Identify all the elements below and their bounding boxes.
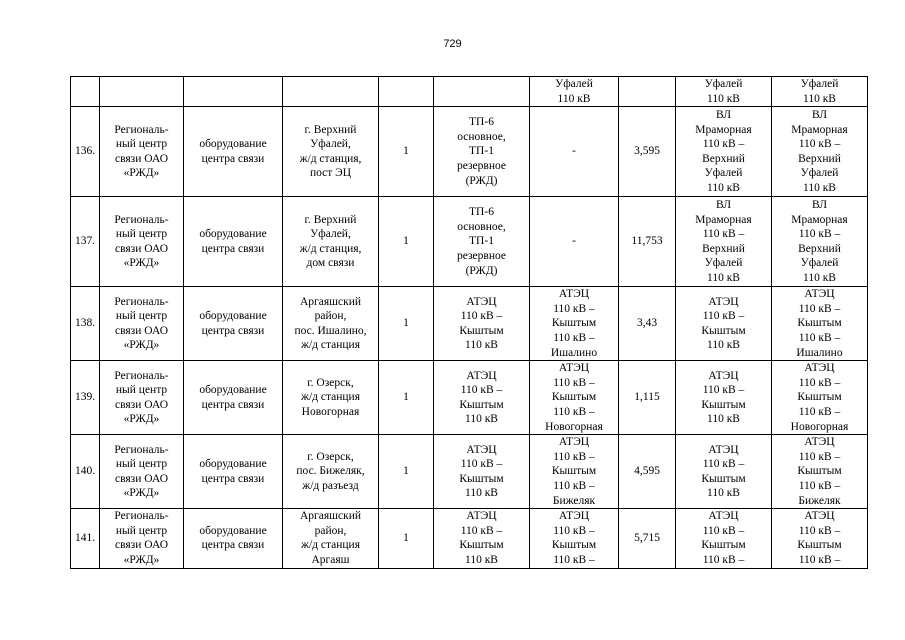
cell-line: связи ОАО xyxy=(114,324,168,337)
cell-line: Кыштым xyxy=(551,539,597,552)
cell-line: ный центр xyxy=(115,138,168,151)
cell-line: Верхний xyxy=(798,152,841,165)
cell-line: 110 кВ xyxy=(803,181,836,194)
cell-line2 xyxy=(772,107,868,197)
cell-line: 110 кВ – xyxy=(798,376,841,389)
cell-line: ТП-1 xyxy=(469,145,494,158)
cell-organization xyxy=(100,361,184,435)
cell-line: 110 кВ – xyxy=(553,553,595,566)
cell-line: оборудование xyxy=(199,458,267,471)
cell-empty xyxy=(619,77,676,107)
cell-line: Мраморная xyxy=(695,213,752,226)
cell-line1 xyxy=(676,197,772,287)
cell-line: центра связи xyxy=(201,324,265,337)
cell-main-source xyxy=(434,435,530,509)
table-row xyxy=(71,435,868,509)
cell-line: Кыштым xyxy=(551,465,597,478)
cell-line: Мраморная xyxy=(791,123,848,136)
cell-line: Уфалей xyxy=(704,257,743,270)
cell-reserve-source xyxy=(530,435,619,509)
cell-line: ТП-6 xyxy=(469,206,494,219)
cell-line: Новогорная xyxy=(301,405,360,418)
cell-line: 110 кВ – xyxy=(798,138,841,151)
cell-line: Бижеляк xyxy=(798,494,841,507)
cell-line: ный центр xyxy=(115,524,168,537)
cell-power: 3,43 xyxy=(619,287,676,361)
cell-line: ж/д станция xyxy=(301,339,360,352)
cell-line: г. Озерск, xyxy=(307,376,354,389)
cell-line: 110 кВ – xyxy=(702,553,745,566)
cell-location xyxy=(283,509,379,568)
cell-line: 110 кВ – xyxy=(702,384,745,397)
cell-line: оборудование xyxy=(199,524,267,537)
cell-line2 xyxy=(772,197,868,287)
cell-line: Кыштым xyxy=(551,317,597,330)
cell-line: Уфалей, xyxy=(310,228,351,241)
cell-power: 3,595 xyxy=(619,107,676,197)
cell-line: связи ОАО xyxy=(114,539,168,552)
cell-reserve xyxy=(530,77,619,107)
cell-line: Региональ- xyxy=(114,295,169,308)
cell-line: ж/д разъезд xyxy=(302,479,359,492)
table-row xyxy=(71,509,868,568)
cell-line1 xyxy=(676,107,772,197)
cell-line: 110 кВ – xyxy=(460,524,503,537)
cell-line: пос. Ишалино, xyxy=(294,324,367,337)
cell-line2 xyxy=(772,509,868,568)
table-row-continuation xyxy=(71,77,868,107)
cell-line: 110 кВ – xyxy=(702,228,745,241)
cell-line2 xyxy=(772,435,868,509)
cell-line: г. Верхний xyxy=(304,213,357,226)
cell-empty xyxy=(283,77,379,107)
cell-line: Аргаяшский xyxy=(299,510,362,523)
cell-line: - xyxy=(572,235,576,248)
cell-power: 5,715 xyxy=(619,509,676,568)
cell-line: 110 кВ – xyxy=(553,405,595,418)
cell-line: ж/д станция, xyxy=(299,152,362,165)
cell-power: 4,595 xyxy=(619,435,676,509)
cell-line: 110 кВ – xyxy=(553,331,595,344)
cell-line: Уфалей xyxy=(704,78,743,90)
cell-line: 110 кВ xyxy=(707,487,740,500)
cell-line: Кыштым xyxy=(701,539,746,552)
cell-line: связи ОАО xyxy=(114,472,168,485)
cell-line: центра связи xyxy=(201,242,265,255)
cell-line: 110 кВ – xyxy=(702,458,745,471)
cell-line: 110 кВ xyxy=(557,92,591,105)
cell-line: АТЭЦ xyxy=(466,295,497,308)
cell-line: АТЭЦ xyxy=(708,510,739,523)
cell-line: 110 кВ – xyxy=(553,302,595,315)
cell-organization xyxy=(100,509,184,568)
cell-line: АТЭЦ xyxy=(804,510,835,523)
cell-reserve-source xyxy=(530,509,619,568)
cell-line: пост ЭЦ xyxy=(309,167,352,180)
cell-line: Кыштым xyxy=(701,472,746,485)
cell-line: АТЭЦ xyxy=(558,362,590,375)
cell-line: Новогорная xyxy=(545,420,603,433)
cell-line: Бижеляк xyxy=(552,494,596,507)
cell-line: Региональ- xyxy=(114,443,169,456)
cell-line: оборудование xyxy=(199,138,267,151)
cell-line: ВЛ xyxy=(715,198,732,211)
cell-line: ный центр xyxy=(115,228,168,241)
cell-line: пос. Бижеляк, xyxy=(296,465,365,478)
cell-line: 110 кВ – xyxy=(798,228,841,241)
cell-main-source xyxy=(434,509,530,568)
cell-line2 xyxy=(772,77,868,107)
cell-line: Кыштым xyxy=(551,391,597,404)
cell-power: 1,115 xyxy=(619,361,676,435)
cell-number: 140. xyxy=(71,435,100,509)
cell-line: Уфалей xyxy=(800,167,839,180)
cell-line: 110 кВ – xyxy=(798,331,841,344)
cell-line: связи ОАО xyxy=(114,242,168,255)
cell-equipment xyxy=(184,435,283,509)
cell-line: г. Озерск, xyxy=(307,450,354,463)
cell-line: Верхний xyxy=(798,242,841,255)
cell-line: Региональ- xyxy=(114,213,169,226)
cell-line: ВЛ xyxy=(811,198,828,211)
cell-line: Кыштым xyxy=(797,539,842,552)
cell-line: 110 кВ xyxy=(707,181,740,194)
cell-line: 110 кВ xyxy=(465,553,498,566)
cell-empty xyxy=(379,77,434,107)
data-table xyxy=(70,76,868,569)
cell-line: Верхний xyxy=(702,242,745,255)
cell-line: основное, xyxy=(457,220,506,233)
cell-number: 136. xyxy=(71,107,100,197)
cell-line: Верхний xyxy=(702,152,745,165)
cell-line: 110 кВ xyxy=(803,271,836,284)
cell-category: 1 xyxy=(379,107,434,197)
cell-category: 1 xyxy=(379,197,434,287)
cell-line: дом связи xyxy=(306,257,355,270)
cell-empty xyxy=(100,77,184,107)
cell-line: Уфалей xyxy=(704,167,743,180)
page-number: 729 xyxy=(443,38,462,50)
cell-organization xyxy=(100,435,184,509)
cell-line: центра связи xyxy=(201,472,265,485)
cell-equipment xyxy=(184,509,283,568)
cell-line: АТЭЦ xyxy=(466,369,497,382)
cell-empty xyxy=(434,77,530,107)
cell-line: «РЖД» xyxy=(123,553,160,566)
cell-line: Региональ- xyxy=(114,510,169,523)
cell-line: ВЛ xyxy=(715,108,732,121)
cell-line: Кыштым xyxy=(797,391,842,404)
cell-line: 110 кВ xyxy=(707,271,740,284)
cell-line: АТЭЦ xyxy=(804,436,835,449)
cell-main-source xyxy=(434,107,530,197)
cell-line: Мраморная xyxy=(791,213,848,226)
cell-line: Мраморная xyxy=(695,123,752,136)
cell-line2 xyxy=(772,287,868,361)
cell-line: Уфалей, xyxy=(310,138,351,151)
cell-line: ж/д станция, xyxy=(299,242,362,255)
cell-reserve-source xyxy=(530,361,619,435)
cell-line: 110 кВ – xyxy=(798,405,841,418)
cell-line: основное, xyxy=(457,130,506,143)
cell-category: 1 xyxy=(379,435,434,509)
cell-line: 110 кВ xyxy=(707,92,740,105)
cell-reserve-source xyxy=(530,197,619,287)
cell-main-source xyxy=(434,361,530,435)
cell-number: 141. xyxy=(71,509,100,568)
cell-line: - xyxy=(572,145,576,158)
cell-line: 110 кВ – xyxy=(798,479,841,492)
cell-line: ж/д станция xyxy=(301,539,360,552)
cell-line: 110 кВ – xyxy=(553,479,595,492)
cell-organization xyxy=(100,197,184,287)
cell-line: район, xyxy=(314,524,347,537)
cell-location xyxy=(283,197,379,287)
cell-line: 110 кВ – xyxy=(460,458,503,471)
cell-location xyxy=(283,107,379,197)
cell-line: 110 кВ – xyxy=(702,310,745,323)
cell-line: 110 кВ – xyxy=(702,138,745,151)
cell-line: 110 кВ – xyxy=(460,384,503,397)
cell-line: ный центр xyxy=(115,458,168,471)
cell-line: Кыштым xyxy=(459,324,504,337)
cell-location xyxy=(283,361,379,435)
cell-line: 110 кВ xyxy=(707,413,740,426)
cell-line: АТЭЦ xyxy=(466,510,497,523)
cell-line: АТЭЦ xyxy=(708,369,739,382)
cell-line: Региональ- xyxy=(114,369,169,382)
cell-line: оборудование xyxy=(199,228,267,241)
table-row xyxy=(71,197,868,287)
cell-line: 110 кВ – xyxy=(553,376,595,389)
cell-location xyxy=(283,287,379,361)
cell-line: связи ОАО xyxy=(114,398,168,411)
cell-line: г. Верхний xyxy=(304,123,357,136)
cell-line: ВЛ xyxy=(811,108,828,121)
cell-line: «РЖД» xyxy=(123,413,160,426)
cell-organization xyxy=(100,287,184,361)
cell-category: 1 xyxy=(379,509,434,568)
cell-line: АТЭЦ xyxy=(558,288,590,301)
cell-line: центра связи xyxy=(201,398,265,411)
cell-line: Аргаяшский xyxy=(299,295,362,308)
cell-line: резервное xyxy=(457,159,506,172)
cell-line: Кыштым xyxy=(459,398,504,411)
cell-line: 110 кВ xyxy=(465,413,498,426)
cell-line: 110 кВ xyxy=(803,92,836,105)
cell-line: «РЖД» xyxy=(123,487,160,500)
cell-line: Кыштым xyxy=(797,465,842,478)
cell-line1 xyxy=(676,361,772,435)
cell-equipment xyxy=(184,197,283,287)
cell-line1 xyxy=(676,435,772,509)
cell-line: АТЭЦ xyxy=(558,510,590,523)
cell-equipment xyxy=(184,287,283,361)
cell-line: ТП-6 xyxy=(469,116,494,129)
cell-line: ж/д станция xyxy=(301,391,360,404)
cell-line: 110 кВ – xyxy=(798,524,841,537)
cell-line: ТП-1 xyxy=(469,235,494,248)
cell-line: 110 кВ – xyxy=(798,450,841,463)
cell-line: центра связи xyxy=(201,539,265,552)
table-row xyxy=(71,287,868,361)
cell-line: (РЖД) xyxy=(465,264,498,277)
cell-line: Ишалино xyxy=(550,346,598,359)
cell-line: 110 кВ – xyxy=(553,450,595,463)
cell-line: Кыштым xyxy=(701,324,746,337)
cell-line: АТЭЦ xyxy=(804,362,835,375)
cell-line: (РЖД) xyxy=(465,174,498,187)
cell-line: Кыштым xyxy=(459,539,504,552)
cell-line: «РЖД» xyxy=(123,167,160,180)
cell-line: 110 кВ xyxy=(707,339,740,352)
cell-line1 xyxy=(676,77,772,107)
cell-line: Уфалей xyxy=(800,257,839,270)
cell-line: район, xyxy=(314,310,347,323)
cell-number: 139. xyxy=(71,361,100,435)
cell-line: «РЖД» xyxy=(123,257,160,270)
cell-line: резервное xyxy=(457,249,506,262)
cell-line: АТЭЦ xyxy=(804,288,835,301)
cell-category: 1 xyxy=(379,287,434,361)
cell-line: «РЖД» xyxy=(123,339,160,352)
table-row xyxy=(71,361,868,435)
cell-number: 137. xyxy=(71,197,100,287)
cell-main-source xyxy=(434,287,530,361)
cell-line: центра связи xyxy=(201,152,265,165)
cell-line: оборудование xyxy=(199,384,267,397)
cell-line: 110 кВ – xyxy=(798,302,841,315)
cell-line: Новогорная xyxy=(790,420,849,433)
cell-line: Аргаяш xyxy=(311,553,350,566)
cell-line: АТЭЦ xyxy=(708,443,739,456)
cell-organization xyxy=(100,107,184,197)
cell-line: Уфалей xyxy=(555,78,593,90)
cell-line: АТЭЦ xyxy=(708,295,739,308)
cell-line: Кыштым xyxy=(797,317,842,330)
cell-equipment xyxy=(184,361,283,435)
cell-line: Кыштым xyxy=(459,472,504,485)
cell-line: 110 кВ – xyxy=(460,310,503,323)
cell-number: 138. xyxy=(71,287,100,361)
cell-main-source xyxy=(434,197,530,287)
cell-line: ный центр xyxy=(115,310,168,323)
cell-line: Кыштым xyxy=(701,398,746,411)
cell-reserve-source xyxy=(530,107,619,197)
cell-line: АТЭЦ xyxy=(558,436,590,449)
cell-power: 11,753 xyxy=(619,197,676,287)
cell-line: АТЭЦ xyxy=(466,443,497,456)
cell-line: связи ОАО xyxy=(114,152,168,165)
cell-equipment xyxy=(184,107,283,197)
cell-line1 xyxy=(676,287,772,361)
cell-line: Ишалино xyxy=(796,346,843,359)
cell-category: 1 xyxy=(379,361,434,435)
cell-line: оборудование xyxy=(199,310,267,323)
cell-line1 xyxy=(676,509,772,568)
cell-line: Региональ- xyxy=(114,123,169,136)
cell-line: Уфалей xyxy=(800,78,839,90)
cell-reserve-source xyxy=(530,287,619,361)
table-row xyxy=(71,107,868,197)
cell-line: 110 кВ – xyxy=(553,524,595,537)
cell-line: 110 кВ – xyxy=(702,524,745,537)
cell-empty xyxy=(71,77,100,107)
cell-line: 110 кВ xyxy=(465,487,498,500)
cell-line: 110 кВ – xyxy=(798,553,841,566)
cell-line: 110 кВ xyxy=(465,339,498,352)
cell-location xyxy=(283,435,379,509)
cell-line2 xyxy=(772,361,868,435)
cell-line: ный центр xyxy=(115,384,168,397)
cell-empty xyxy=(184,77,283,107)
